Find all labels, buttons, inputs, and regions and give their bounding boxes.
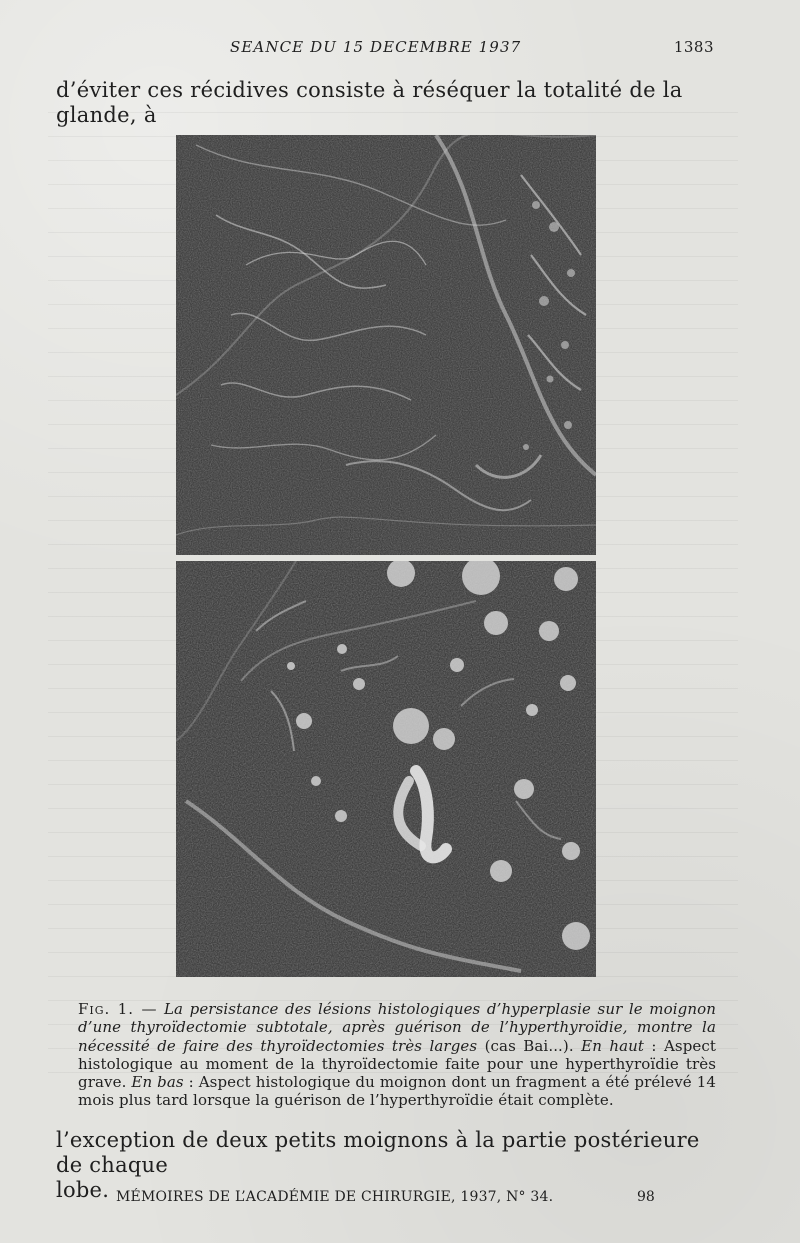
- footer-page-marker: 98: [637, 1189, 655, 1205]
- figure-caption-plain-part-1: (cas Bai...).: [484, 1036, 574, 1055]
- top-body-text: d’éviter ces récidives consiste à réséquer la totalité de la glande, à: [56, 78, 683, 128]
- micrograph-bottom-image: [176, 561, 596, 977]
- running-header: SEANCE DU 15 DECEMBRE 1937: [230, 38, 522, 56]
- micrograph-bottom: [176, 561, 596, 977]
- footer-citation: MÉMOIRES DE L’ACADÉMIE DE CHIRURGIE, 1937, N° 34.: [116, 1189, 554, 1205]
- figure-caption-italic-part-1: La persistance des lésions histologiques d’hyperplasie sur le moignon d’une thyroïdectomie subtotale, après guérison de l’hyperthyroïdie, montre la nécessité de faire des thyroïdectomies très larges: [78, 1000, 717, 1055]
- figure-caption: [78, 1000, 716, 1110]
- figure-caption-label: Fig. 1. —: [78, 1000, 158, 1018]
- micrograph-top: [176, 135, 596, 555]
- bottom-body-line-2: lobe.: [56, 1178, 110, 1203]
- figure-caption-italic-part-2: En haut: [581, 1036, 645, 1055]
- bottom-body-line-1: l’exception de deux petits moignons à la partie postérieure de chaque: [56, 1128, 700, 1178]
- page-number: 1383: [673, 38, 714, 56]
- figure-caption-plain-part-3: : Aspect histologique du moignon dont un fragment a été prélevé 14 mois plus tard lorsque la guérison de l’hyperthyroïdie était complète.: [78, 1073, 717, 1110]
- figure-caption-plain-part-2: : Aspect histologique au moment de la thyroïdectomie faite pour une hyperthyroïdie très grave.: [78, 1036, 716, 1092]
- micrograph-top-image: [176, 135, 596, 555]
- figure-caption-italic-part-3: En bas: [131, 1073, 184, 1092]
